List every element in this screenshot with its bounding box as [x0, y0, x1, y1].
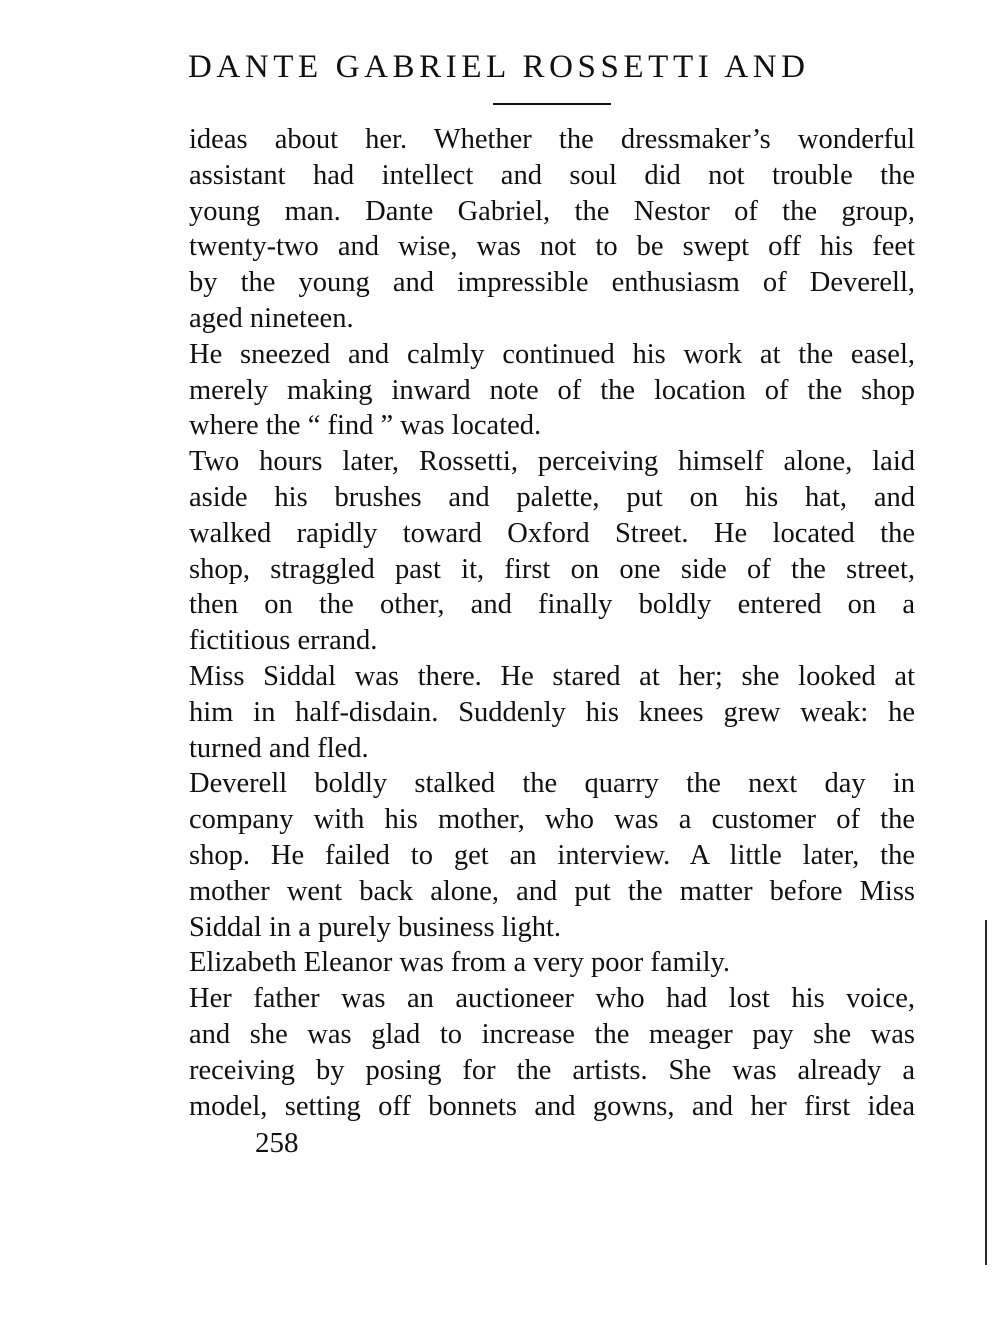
- paragraph: [189, 766, 915, 945]
- text-line: Her father was an auctioneer who had lost his voice,: [189, 983, 915, 1015]
- text-line: receiving by posing for the artists. She was already a: [189, 1054, 915, 1086]
- running-head: DANTE GABRIEL ROSSETTI AND: [188, 49, 810, 85]
- text-line: He sneezed and calmly continued his work at the easel,: [189, 338, 915, 370]
- text-line: Elizabeth Eleanor was from a very poor family.: [189, 947, 731, 979]
- page-number: 258: [255, 1127, 299, 1159]
- text-line: aside his brushes and palette, put on his hat, and: [189, 481, 915, 513]
- text-line: walked rapidly toward Oxford Street. He located the: [189, 517, 915, 549]
- text-line: ideas about her. Whether the dressmaker’s wonderful: [189, 124, 915, 155]
- paragraph: [189, 337, 915, 444]
- text-line: turned and fled.: [189, 732, 369, 764]
- text-line: assistant had intellect and soul did not trouble the: [189, 159, 915, 191]
- text-line: merely making inward note of the location of the shop: [189, 374, 915, 406]
- text-line: where the “ find ” was located.: [189, 410, 542, 442]
- text-line: mother went back alone, and put the matter before Miss: [189, 875, 915, 907]
- paragraph: [189, 981, 915, 1124]
- text-line: by the young and impressible enthusiasm of Deverell,: [189, 267, 915, 299]
- body-text: [189, 122, 915, 1124]
- paragraph: [189, 945, 915, 981]
- paragraph: [189, 659, 915, 766]
- text-line: young man. Dante Gabriel, the Nestor of the group,: [189, 195, 915, 227]
- text-line: Siddal in a purely business light.: [189, 911, 562, 943]
- text-line: then on the other, and finally boldly entered on a: [189, 589, 915, 621]
- text-line: fictitious errand.: [189, 625, 378, 657]
- text-line: him in half-disdain. Suddenly his knees grew weak: he: [189, 696, 915, 728]
- scan-edge-line: [985, 920, 987, 1265]
- paragraph: [189, 444, 915, 659]
- text-line: shop, straggled past it, first on one side of the street,: [189, 553, 915, 585]
- text-line: model, setting off bonnets and gowns, and her first idea: [189, 1090, 915, 1122]
- text-line: Miss Siddal was there. He stared at her; she looked at: [189, 660, 915, 692]
- text-line: and she was glad to increase the meager pay she was: [189, 1018, 915, 1050]
- text-line: shop. He failed to get an interview. A little later, the: [189, 839, 915, 871]
- text-line: twenty-two and wise, was not to be swept off his feet: [189, 231, 915, 263]
- text-line: Two hours later, Rossetti, perceiving himself alone, laid: [189, 446, 915, 478]
- text-line: aged nineteen.: [189, 302, 354, 334]
- text-line: Deverell boldly stalked the quarry the next day in: [189, 768, 915, 800]
- text-line: company with his mother, who was a customer of the: [189, 804, 915, 836]
- paragraph: [189, 122, 915, 337]
- header-rule: [493, 103, 611, 105]
